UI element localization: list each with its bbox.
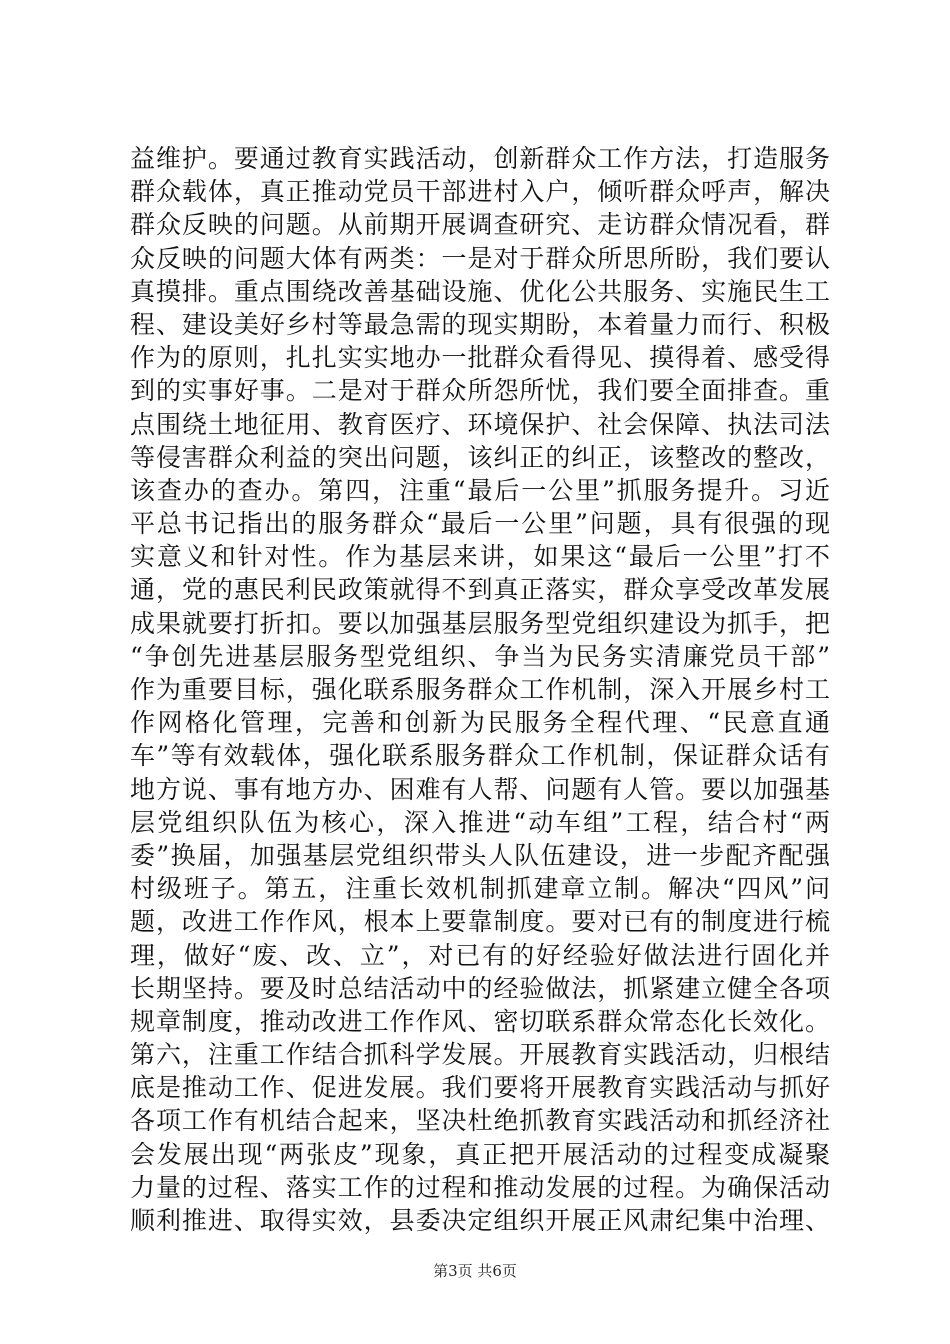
text-line: 等侵害群众利益的突出问题，该纠正的纠正，该整改的整改， — [130, 442, 830, 472]
text-line: 地方说、事有地方办、困难有人帮、问题有人管。要以加强基 — [130, 774, 830, 804]
text-line: 群众载体，真正推动党员干部进村入户，倾听群众呼声，解决 — [130, 177, 830, 207]
text-line: 底是推动工作、促进发展。我们要将开展教育实践活动与抓好 — [130, 1073, 830, 1103]
text-line: 到的实事好事。二是对于群众所怨所忧，我们要全面排查。重 — [130, 376, 830, 406]
text-line: 车”等有效载体，强化联系服务群众工作机制，保证群众话有 — [130, 741, 830, 771]
text-line: 成果就要打折扣。要以加强基层服务型党组织建设为抓手，把 — [130, 608, 830, 638]
text-line: 众反映的问题大体有两类：一是对于群众所思所盼，我们要认 — [130, 243, 830, 273]
text-line: 理，做好“废、改、立”，对已有的好经验好做法进行固化并 — [130, 940, 830, 970]
text-line: 程、建设美好乡村等最急需的现实期盼，本着量力而行、积极 — [130, 309, 830, 339]
text-line: 群众反映的问题。从前期开展调查研究、走访群众情况看，群 — [130, 210, 830, 240]
text-line: 通，党的惠民利民政策就得不到真正落实，群众享受改革发展 — [130, 575, 830, 605]
text-line: 平总书记指出的服务群众“最后一公里”问题，具有很强的现 — [130, 509, 830, 539]
page-number: 第3页 共6页 — [433, 1262, 517, 1280]
text-line: 点围绕土地征用、教育医疗、环境保护、社会保障、执法司法 — [130, 409, 830, 439]
text-line: 第六，注重工作结合抓科学发展。开展教育实践活动，归根结 — [130, 1040, 830, 1070]
text-line: 村级班子。第五，注重长效机制抓建章立制。解决“四风”问 — [130, 874, 830, 904]
text-line: 该查办的查办。第四，注重“最后一公里”抓服务提升。习近 — [130, 475, 830, 505]
document-body — [130, 142, 830, 1237]
text-line: 会发展出现“两张皮”现象，真正把开展活动的过程变成凝聚 — [130, 1139, 830, 1169]
text-line: 长期坚持。要及时总结活动中的经验做法，抓紧建立健全各项 — [130, 973, 830, 1003]
text-line: 作为重要目标，强化联系服务群众工作机制，深入开展乡村工 — [130, 675, 830, 704]
text-line: “争创先进基层服务型党组织、争当为民务实清廉党员干部” — [130, 641, 830, 671]
text-line: 力量的过程、落实工作的过程和推动发展的过程。为确保活动 — [130, 1172, 830, 1202]
text-line: 委”换届，加强基层党组织带头人队伍建设，进一步配齐配强 — [130, 840, 830, 870]
text-line: 益维护。要通过教育实践活动，创新群众工作方法，打造服务 — [130, 144, 830, 173]
text-line: 实意义和针对性。作为基层来讲，如果这“最后一公里”打不 — [130, 542, 830, 572]
text-line: 各项工作有机结合起来，坚决杜绝抓教育实践活动和抓经济社 — [130, 1106, 830, 1136]
text-line: 真摸排。重点围绕改善基础设施、优化公共服务、实施民生工 — [130, 276, 830, 306]
text-line: 作网格化管理，完善和创新为民服务全程代理、“民意直通 — [130, 708, 830, 738]
text-line: 层党组织队伍为核心，深入推进“动车组”工程，结合村“两 — [130, 807, 830, 837]
text-line: 作为的原则，扎扎实实地办一批群众看得见、摸得着、感受得 — [130, 343, 830, 373]
text-line: 顺利推进、取得实效，县委决定组织开展正风肃纪集中治理、 — [130, 1206, 830, 1235]
text-line: 题，改进工作作风，根本上要靠制度。要对已有的制度进行梳 — [130, 907, 830, 937]
text-line: 规章制度，推动改进工作作风、密切联系群众常态化长效化。 — [130, 1006, 830, 1036]
